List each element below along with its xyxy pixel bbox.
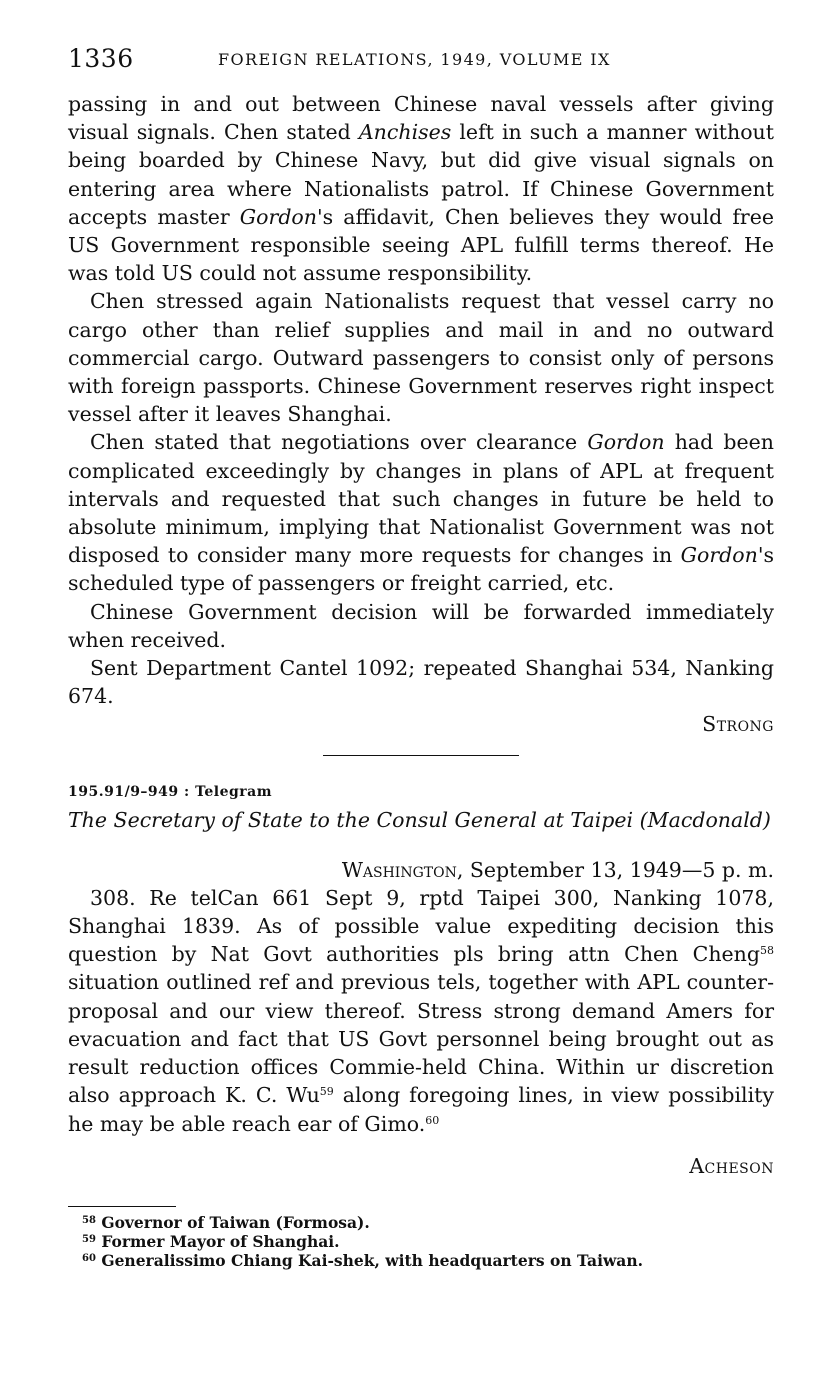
ship-name: Gordon [239,204,317,229]
ship-name: Gordon [680,543,758,568]
page-header [68,44,774,74]
dateline [68,856,774,884]
page-body [68,90,774,1270]
footnote-divider [68,1206,176,1207]
signature-strong: Strong [702,712,774,737]
document-file-id: 195.91/9–949 : Telegram [68,783,273,800]
page-number: 1336 [68,44,134,73]
paragraph-decision: Chinese Government decision will be forwarded immediately when received. [68,599,774,652]
footnote: $^{59}$ Former Mayor of Shanghai. [82,1231,340,1251]
ship-name: Anchises [358,120,452,145]
signature-acheson: Acheson [689,1153,774,1178]
telegram-body: 308. Re telCan 661 Sept 9, rptd Taipei 300, Nanking 1078, Shanghai 1839. As of possible value expediting decision this question by Nat Govt authorities pls bring attn Chen Cheng$^{58}$ situation outlined ref and previous tels, together with APL counter-proposal and our view thereof. Stress strong demand Amers for evacuation and fact that US Govt personnel being brought out as result reduction offices Commie-held China. Within ur discretion also approach K. C. Wu$^{59}$ along foregoing lines, in view possibility he may be able reach ear of Gimo.$^{60}$ [68,885,774,1136]
recipient-name: Macdonald [647,807,763,832]
footnote: $^{58}$ Governor of Taiwan (Formosa). [82,1212,370,1232]
paragraph-continuation: passing in and out between Chinese naval vessels after giving visual signals. Chen stated Anchises left in such a manner without being boarded by Chinese Navy, but did give visual signals on entering area where Nationalists patrol. If Chinese Government accepts master Gordon's affidavit, Chen believes they would free US Government responsible seeing APL fulfill terms thereof. He was told US could not assume responsibility. [68,92,774,286]
paragraph-cargo: Chen stressed again Nationalists request that vessel carry no cargo other than relief supplies and mail in and no outward commercial cargo. Outward passengers to consist only of persons with foreign passports. Chinese Government reserves right inspect vessel after it leaves Shanghai. [68,289,774,427]
paragraph-sent: Sent Department Cantel 1092; repeated Shanghai 534, Nanking 674. [68,656,774,709]
document-title: The Secretary of State to the Consul General at Taipei (Macdonald) [68,807,771,832]
footnote-ref: 60 [425,1113,440,1127]
section-divider [323,755,519,756]
footnotes [68,1213,774,1270]
paragraph-negotiations: Chen stated that negotiations over clearance Gordon had been complicated exceedingly by changes in plans of APL at frequent intervals and requested that such changes in future be held to absolute minimum, implying that Nationalist Government was not disposed to consider many more requests for changes in Gordon's scheduled type of passengers or freight carried, etc. [68,430,774,596]
footnote: $^{60}$ Generalissimo Chiang Kai-shek, with headquarters on Taiwan. [82,1250,644,1270]
running-head: FOREIGN RELATIONS, 1949, VOLUME IX [218,50,611,69]
ship-name: Gordon [587,430,665,455]
dateline-place: Washington [341,857,457,882]
dateline-date: , September 13, 1949—5 p. m. [456,857,774,882]
footnote-ref: 59 [319,1085,334,1099]
footnote-ref: 58 [760,944,774,958]
